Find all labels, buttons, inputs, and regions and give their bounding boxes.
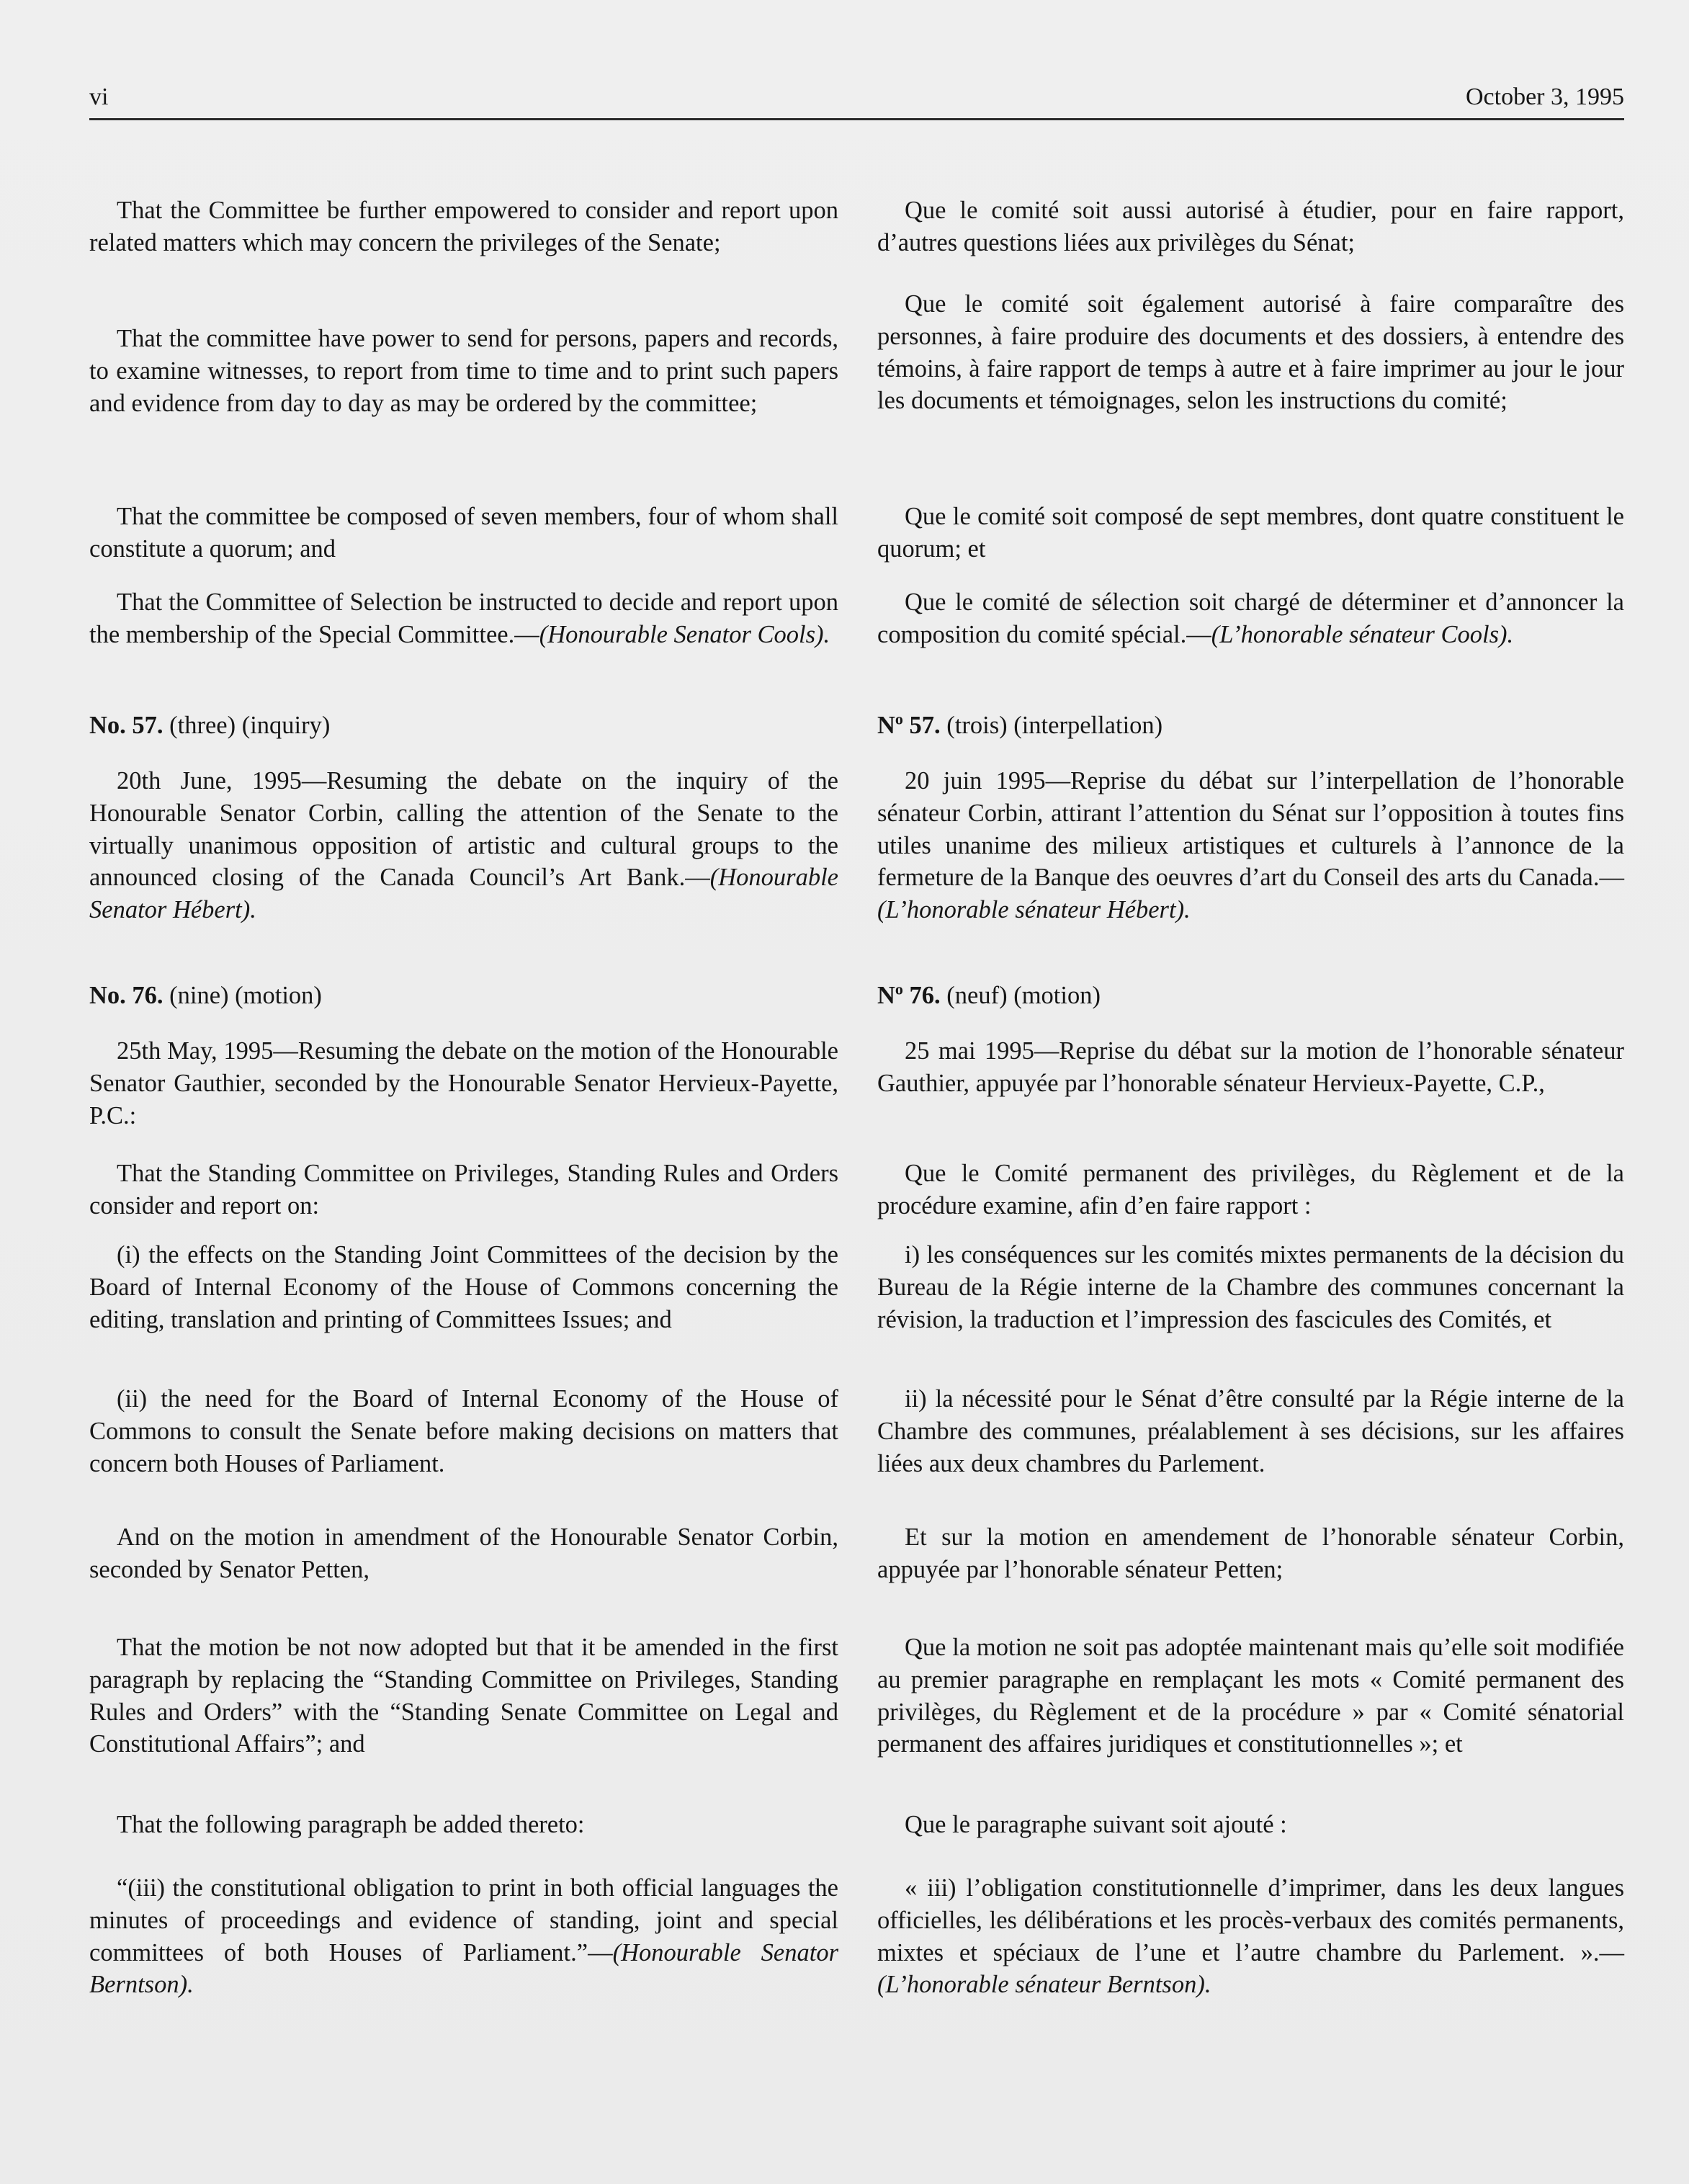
fr-paragraph-4-author: (L’honorable sénateur Cools). <box>1211 620 1514 648</box>
en-item-57-body: 20th June, 1995—Resuming the debate on the inquiry of the Honourable Senator Corbin, calling the attention of the Senate to the virtually unanimous opposition of artistic and cultural groups to the announced closing of the Canada Council’s Art Bank.— <box>89 767 838 892</box>
en-item-57-author: (Honourable Senator Hébert). <box>89 864 838 924</box>
en-amendment-paragraph-2: That the motion be not now adopted but that it be amended in the first paragraph by replacing the “Standing Committee on Privileges, Standing Rules and Orders” with the “Standing Senate Committee on Legal and Constitutional Affairs”; and <box>89 1634 838 1758</box>
en-paragraph-4 <box>89 586 838 651</box>
fr-amendment-paragraph-4-text: « iii) l’obligation constitutionnelle d’imprimer, dans les deux langues officielles, les délibérations et les procès-verbaux des comités permanents, mixtes et spéciaux de l’une et l’autre chambre du Parlement. ».— <box>877 1874 1624 1966</box>
en-item-76-number: No. 76. <box>89 982 163 1009</box>
en-item-57-text <box>89 765 838 926</box>
en-item-57-heading <box>89 710 838 742</box>
fr-item-57-sup: o <box>895 710 903 728</box>
fr-paragraph-4 <box>877 586 1624 651</box>
fr-paragraph-3: Que le comité soit composé de sept membres, dont quatre constituent le quorum; et <box>877 503 1624 563</box>
fr-amendment-paragraph-1: Et sur la motion en amendement de l’honorable sénateur Corbin, appuyée par l’honorable sénateur Petten; <box>877 1523 1624 1583</box>
en-amendment-paragraph-3: That the following paragraph be added thereto: <box>117 1811 585 1838</box>
fr-item-57-heading <box>877 710 1624 742</box>
fr-item-76-point-i: i) les conséquences sur les comités mixtes permanents de la décision du Bureau de la Régie interne de la Chambre des communes concernant la révision, la traduction et l’impression des fascicules des Comités, et <box>877 1241 1624 1333</box>
fr-item-76-sup: o <box>895 980 903 998</box>
fr-item-76-prefix: N <box>877 982 895 1009</box>
en-item-57-number: No. 57. <box>89 712 163 739</box>
en-paragraph-4-text: That the Committee of Selection be instructed to decide and report upon the membership of the Special Committee.— <box>89 588 838 648</box>
en-amendment-paragraph-1: And on the motion in amendment of the Honourable Senator Corbin, seconded by Senator Petten, <box>89 1523 838 1583</box>
fr-item-57-number: 57. <box>902 712 941 739</box>
en-paragraph-2: That the committee have power to send for persons, papers and records, to examine witnesses, to report from time to time and to print such papers and evidence from day to day as may be ordered by the committee; <box>89 325 838 417</box>
fr-item-76-paragraph-1: Que le Comité permanent des privilèges, du Règlement et de la procédure examine, afin d’en faire rapport : <box>877 1160 1624 1219</box>
en-paragraph-1: That the Committee be further empowered to consider and report upon related matters which may concern the privileges of the Senate; <box>89 197 838 256</box>
page-header <box>89 81 1624 120</box>
fr-amendment-paragraph-4-author: (L’honorable sénateur Berntson). <box>877 1971 1211 1999</box>
fr-paragraph-2: Que le comité soit également autorisé à faire comparaître des personnes, à faire produire des documents et des dossiers, à entendre des témoins, à faire rapport de temps à autre et à faire imprimer au jour le jour les documents et témoignages, selon les instructions du comité; <box>877 290 1624 415</box>
en-item-76-point-i: (i) the effects on the Standing Joint Committees of the decision by the Board of Internal Economy of the House of Commons concerning the editing, translation and printing of Committees Issues; and <box>89 1241 838 1333</box>
page-date: October 3, 1995 <box>1465 84 1624 110</box>
en-amendment-paragraph-4-author: (Honourable Senator Berntson). <box>89 1938 838 1999</box>
fr-item-76-point-ii: ii) la nécessité pour le Sénat d’être consulté par la Régie interne de la Chambre des communes, préalablement à ses décisions, sur les affaires liées aux deux chambres du Parlement. <box>877 1385 1624 1477</box>
en-paragraph-3: That the committee be composed of seven members, four of whom shall constitute a quorum; and <box>89 503 838 563</box>
en-item-76-tags: (nine) (motion) <box>163 982 322 1009</box>
en-item-76-text: 25th May, 1995—Resuming the debate on the motion of the Honourable Senator Gauthier, seconded by the Honourable Senator Hervieux-Payette, P.C.: <box>89 1037 838 1129</box>
en-item-76-point-ii: (ii) the need for the Board of Internal Economy of the House of Commons to consult the Senate before making decisions on matters that concern both Houses of Parliament. <box>89 1385 838 1477</box>
page-number: vi <box>89 84 109 110</box>
fr-item-76-text: 25 mai 1995—Reprise du débat sur la motion de l’honorable sénateur Gauthier, appuyée par l’honorable sénateur Hervieux-Payette, C.P., <box>877 1037 1624 1097</box>
fr-paragraph-4-text: Que le comité de sélection soit chargé de déterminer et d’annoncer la composition du comité spécial.— <box>877 588 1624 648</box>
en-item-76-paragraph-1: That the Standing Committee on Privileges, Standing Rules and Orders consider and report on: <box>89 1160 838 1219</box>
fr-item-57-prefix: N <box>877 712 895 739</box>
fr-item-57-author: (L’honorable sénateur Hébert). <box>877 896 1191 924</box>
fr-amendment-paragraph-2: Que la motion ne soit pas adoptée maintenant mais qu’elle soit modifiée au premier paragraphe en remplaçant les mots « Comité permanent des privilèges, du Règlement et de la procédure » par « Comité sénatorial permanent des affaires juridiques et constitutionnelles »; et <box>877 1634 1624 1758</box>
fr-item-57-body: 20 juin 1995—Reprise du débat sur l’interpellation de l’honorable sénateur Corbin, attirant l’attention du Sénat sur l’opposition à toutes fins utiles unanime des milieux artistiques et culturels à l’annonce de la fermeture de la Banque des oeuvres d’art du Conseil des arts du Canada.— <box>877 767 1624 892</box>
fr-item-57-text <box>877 765 1624 926</box>
fr-item-76-heading <box>877 980 1624 1012</box>
en-amendment-paragraph-4-text: “(iii) the constitutional obligation to print in both official languages the minutes of proceedings and evidence of standing, joint and special committees of both Houses of Parliament.”— <box>89 1874 838 1966</box>
fr-item-76-number: 76. <box>902 982 941 1009</box>
en-item-57-tags: (three) (inquiry) <box>163 712 331 739</box>
fr-amendment-paragraph-4 <box>877 1872 1624 2001</box>
fr-item-76-tags: (neuf) (motion) <box>940 982 1101 1009</box>
fr-amendment-paragraph-3: Que le paragraphe suivant soit ajouté : <box>905 1811 1287 1838</box>
fr-paragraph-1: Que le comité soit aussi autorisé à étudier, pour en faire rapport, d’autres questions liées aux privilèges du Sénat; <box>877 197 1624 256</box>
en-amendment-paragraph-4 <box>89 1872 838 2001</box>
fr-item-57-tags: (trois) (interpellation) <box>940 712 1163 739</box>
en-paragraph-4-author: (Honourable Senator Cools). <box>539 620 830 648</box>
en-item-76-heading <box>89 980 838 1012</box>
